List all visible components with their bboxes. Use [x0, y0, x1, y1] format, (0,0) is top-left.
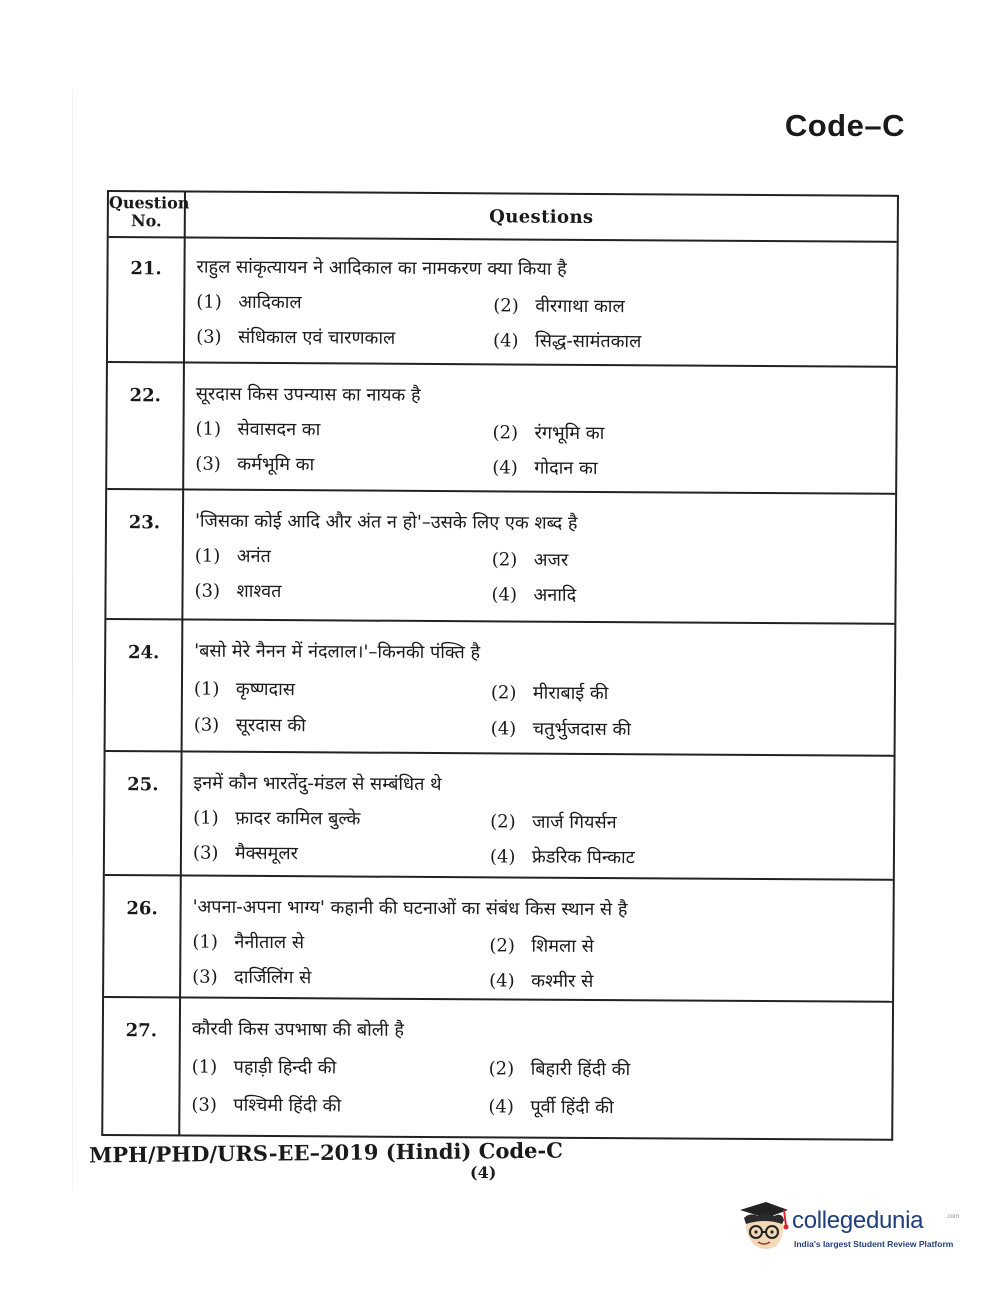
option-4: (4) चतुर्भुजदास की	[490, 718, 632, 741]
option-4: (4) अनादि	[491, 584, 577, 606]
question-text: 'बसो मेरे नैनन में नंदलाल।'–किनकी पंक्ति है	[194, 640, 481, 664]
question-row	[108, 236, 897, 368]
question-text: इनमें कौन भारतेंदु-मंडल से सम्बंधित थे	[193, 772, 442, 796]
option-4: (4) कश्मीर से	[489, 970, 594, 992]
question-row	[104, 876, 893, 1003]
collegedunia-watermark	[736, 1196, 958, 1258]
page-number: (4)	[470, 1163, 497, 1182]
question-text: 'अपना-अपना भाग्य' कहानी की घटनाओं का संबंध किस स्थान से है	[192, 896, 628, 921]
header-questions: Questions	[489, 206, 594, 228]
option-1: (1) अनंत	[194, 545, 271, 568]
paper-code: Code–C	[784, 108, 905, 143]
scan-edge	[72, 90, 73, 1190]
question-number: 23.	[128, 512, 161, 534]
question-text: कौरवी किस उपभाषा की बोली है	[191, 1018, 405, 1041]
option-3: (3) संधिकाल एवं चारणकाल	[196, 326, 396, 349]
option-4: (4) सिद्ध-सामंतकाल	[493, 330, 642, 353]
option-1: (1) आदिकाल	[196, 291, 302, 314]
brand-tagline: India's largest Student Review Platform	[794, 1239, 954, 1249]
question-text: राहुल सांकृत्यायन ने आदिकाल का नामकरण क्या किया है	[196, 256, 567, 280]
question-row	[103, 998, 892, 1139]
option-3: (3) पश्चिमी हिंदी की	[191, 1094, 342, 1117]
question-text: सूरदास किस उपन्यास का नायक है	[195, 383, 421, 406]
option-3: (3) कर्मभूमि का	[195, 453, 315, 476]
option-2: (2) बिहारी हिंदी की	[488, 1058, 631, 1081]
option-4: (4) फ्रेडरिक पिन्काट	[489, 846, 635, 869]
option-2: (2) जार्ज गियर्सन	[490, 811, 617, 834]
option-3: (3) मैक्समूलर	[192, 842, 298, 865]
option-3: (3) दार्जिलिंग से	[192, 966, 312, 989]
option-2: (2) मीराबाई की	[490, 682, 609, 705]
option-4: (4) गोदान का	[492, 457, 598, 480]
option-2: (2) रंगभूमि का	[492, 422, 605, 445]
question-number: 24.	[127, 642, 160, 664]
question-number: 26.	[126, 898, 158, 920]
footer-exam-code: MPH/PHD/URS-EE–2019 (Hindi) Code-C	[88, 1137, 563, 1168]
table-header	[109, 192, 897, 243]
question-number: 25.	[127, 774, 159, 796]
option-1: (1) सेवासदन का	[195, 418, 321, 441]
option-3: (3) सूरदास की	[193, 714, 306, 737]
option-1: (1) फ़ादर कामिल बुल्के	[193, 807, 361, 830]
option-3: (3) शाश्वत	[194, 580, 282, 603]
option-1: (1) नैनीताल से	[192, 931, 305, 954]
question-row	[105, 752, 894, 881]
question-number: 27.	[125, 1020, 158, 1042]
brand-dotcom: .com	[946, 1214, 960, 1220]
option-2: (2) वीरगाथा काल	[493, 295, 625, 318]
option-1: (1) पहाड़ी हिन्दी की	[191, 1056, 337, 1079]
header-question-no: Question No.	[108, 193, 190, 231]
option-4: (4) पूर्वी हिंदी की	[488, 1096, 614, 1119]
mascot-icon	[736, 1196, 792, 1258]
option-2: (2) शिमला से	[489, 935, 594, 957]
option-2: (2) अजर	[491, 549, 569, 571]
question-row	[106, 490, 895, 625]
question-row	[106, 620, 895, 757]
question-table	[101, 190, 899, 1141]
option-1: (1) कृष्णदास	[193, 678, 296, 701]
question-number: 22.	[129, 385, 161, 407]
question-row	[107, 363, 896, 495]
question-number: 21.	[130, 258, 162, 280]
brand-name: collegedunia	[792, 1207, 924, 1234]
question-text: 'जिसका कोई आदि और अंत न हो'–उसके लिए एक शब्द है	[194, 510, 578, 534]
